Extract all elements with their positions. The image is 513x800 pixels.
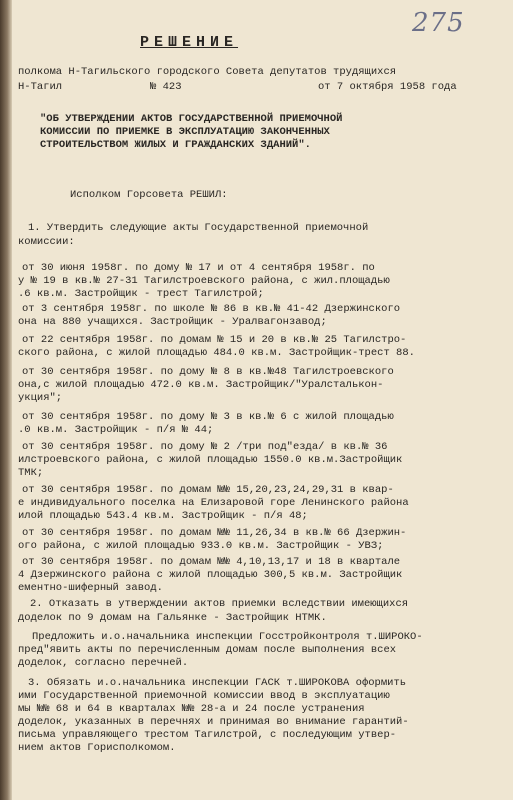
act-line: ого района, с жилой площадью 933.0 кв.м. Застройщик - УВЗ;: [18, 540, 384, 552]
act-line: илстроевского района, с жилой площадью 1550.0 кв.м.Застройщик: [18, 454, 403, 466]
item-1-line-2: комиссии:: [18, 236, 75, 248]
decision-number: № 423: [150, 81, 182, 93]
item-3-line-2: ими Государственной приемочной комиссии ввод в эксплуатацию: [18, 690, 390, 702]
act-line: от 30 сентября 1958г. по дому № 2 /три под"езда/ в кв.№ 36: [22, 441, 388, 453]
decision-date: от 7 октября 1958 года: [318, 81, 457, 93]
act-line: она на 880 учащихся. Застройщик - Уралвагонзавод;: [18, 316, 327, 328]
item-2-line-2: доделок по 9 домам на Гальянке - Застройщик НТМК.: [18, 612, 327, 624]
act-line: от 30 сентября 1958г. по домам №№ 4,10,13,17 и 18 в квартале: [22, 556, 401, 568]
item-2-line-1: 2. Отказать в утверждении актов приемки вследствии имеющихся: [30, 598, 409, 610]
act-line: е индивидуального поселка на Елизаровой горе Ленинского района: [18, 497, 409, 509]
proposal-line-2: пред"явить акты по перечисленным домам после выполнения всех: [18, 644, 397, 656]
item-3-line-6: нием актов Горисполкомом.: [18, 742, 176, 754]
act-line: илой площадью 543.4 кв.м. Застройщик - п/я 48;: [18, 510, 308, 522]
act-line: от 30 июня 1958г. по дому № 17 и от 4 сентября 1958г. по: [22, 262, 375, 274]
subject-line-1: "ОБ УТВЕРЖДЕНИИ АКТОВ ГОСУДАРСТВЕННОЙ ПРИЕМОЧНОЙ: [40, 113, 343, 125]
act-line: от 22 сентября 1958г. по домам № 15 и 20 в кв.№ 25 Тагилстро-: [22, 334, 407, 346]
act-line: от 30 сентября 1958г. по дому № 3 в кв.№ 6 с жилой площадью: [22, 411, 394, 423]
act-line: от 30 сентября 1958г. по домам №№ 15,20,23,24,29,31 в квар-: [22, 484, 394, 496]
act-line: ского района, с жилой площадью 484.0 кв.м. Застройщик-трест 88.: [18, 347, 415, 359]
act-line: у № 19 в кв.№ 27-31 Тагилстроевского района, с жил.площадью: [18, 275, 390, 287]
act-line: 4 Дзержинского района с жилой площадью 300,5 кв.м. Застройщик: [18, 569, 403, 581]
page-binding-edge: [0, 0, 12, 800]
document-title: РЕШЕНИЕ: [140, 34, 239, 51]
item-3-line-3: мы №№ 68 и 64 в кварталах №№ 28-а и 24 после устранения: [18, 703, 365, 715]
proposal-line-1: Предложить и.о.начальника инспекции Госстройконтроля т.ШИРОКО-: [32, 631, 423, 643]
act-line: ТМК;: [18, 467, 44, 479]
item-3-line-1: 3. Обязать и.о.начальника инспекции ГАСК т.ШИРОКОВА оформить: [28, 677, 407, 689]
item-3-line-5: письма управляющего трестом Тагилстрой, с последующим утвер-: [18, 729, 397, 741]
act-line: укция";: [18, 392, 63, 404]
archive-page-number: 275: [412, 8, 465, 38]
item-1-line-1: 1. Утвердить следующие акты Государственной приемочной: [28, 222, 369, 234]
act-line: .6 кв.м. Застройщик - трест Тагилстрой;: [18, 288, 264, 300]
act-line: ементно-шиферный завод.: [18, 582, 163, 594]
resolution-intro: Исполком Горсовета РЕШИЛ:: [70, 189, 228, 201]
proposal-line-3: доделок, согласно перечней.: [18, 657, 189, 669]
act-line: она,с жилой площадью 472.0 кв.м. Застройщик/"Уралсталькон-: [18, 379, 384, 391]
act-line: от 30 сентября 1958г. по дому № 8 в кв.№48 Тагилстроевского: [22, 366, 394, 378]
act-line: .0 кв.м. Застройщик - п/я № 44;: [18, 424, 214, 436]
subject-line-2: КОМИССИИ ПО ПРИЕМКЕ В ЭКСПЛУАТАЦИЮ ЗАКОНЧЕННЫХ: [40, 126, 330, 138]
act-line: от 3 сентября 1958г. по школе № 86 в кв.№ 41-42 Дзержинского: [22, 303, 401, 315]
city: Н-Тагил: [18, 81, 63, 93]
subject-line-3: СТРОИТЕЛЬСТВОМ ЖИЛЫХ И ГРАЖДАНСКИХ ЗДАНИЙ".: [40, 139, 311, 151]
item-3-line-4: доделок, указанных в перечнях и принимая во внимание гарантий-: [18, 716, 409, 728]
act-line: от 30 сентября 1958г. по домам №№ 11,26,34 в кв.№ 66 Дзержин-: [22, 527, 407, 539]
issuing-organization: полкома Н-Тагильского городского Совета депутатов трудящихся: [18, 66, 397, 78]
